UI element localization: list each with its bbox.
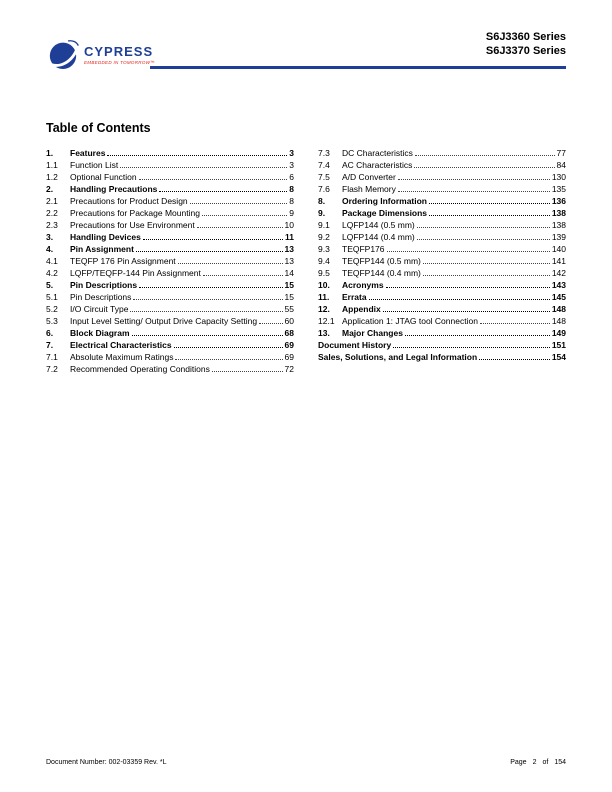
toc-entry[interactable]	[46, 171, 294, 183]
toc-entry[interactable]	[318, 327, 566, 339]
toc-entry-number: 2.3	[46, 220, 58, 230]
toc-leader-dots	[136, 251, 283, 252]
toc-entry-page: 138	[551, 220, 566, 230]
toc-entry-page: 72	[284, 364, 294, 374]
toc-entry-page: 142	[551, 268, 566, 278]
toc-entry-page: 148	[551, 304, 566, 314]
toc-entry-number: 12.	[318, 304, 330, 314]
toc-entry-label: AC Characteristics	[342, 160, 413, 170]
toc-entry-page: 8	[289, 196, 294, 206]
toc-leader-dots	[107, 155, 287, 156]
toc-entry-page: 149	[551, 328, 566, 338]
toc-entry-label: Function List	[70, 160, 119, 170]
toc-entry-label: Recommended Operating Conditions	[70, 364, 210, 374]
toc-entry[interactable]	[318, 291, 566, 303]
toc-entry-label: Features	[70, 148, 106, 158]
toc-entry-label: LQFP144 (0.5 mm)	[342, 220, 415, 230]
toc-entry-page: 84	[556, 160, 566, 170]
toc-leader-dots	[203, 275, 283, 276]
toc-entry-number: 1.1	[46, 160, 58, 170]
toc-entry-label: TEQFP 176 Pin Assignment	[70, 256, 176, 266]
toc-entry[interactable]	[318, 195, 566, 207]
toc-leader-dots	[429, 203, 550, 204]
page-label: Page	[510, 759, 527, 766]
total-pages-value: 154	[554, 759, 566, 766]
toc-leader-dots	[414, 167, 554, 168]
toc-entry-number: 12.1	[318, 316, 335, 326]
toc-entry-number: 2.	[46, 184, 54, 194]
toc-leader-dots	[202, 215, 287, 216]
toc-leader-dots	[130, 311, 282, 312]
toc-leader-dots	[175, 359, 282, 360]
toc-entry-label: TEQFP144 (0.4 mm)	[342, 268, 421, 278]
toc-leader-dots	[429, 215, 550, 216]
toc-entry[interactable]	[46, 195, 294, 207]
toc-entry-page: 151	[551, 340, 566, 350]
toc-entry-label: LQFP/TEQFP-144 Pin Assignment	[70, 268, 201, 278]
toc-entry-number: 4.2	[46, 268, 58, 278]
toc-entry-label: Pin Descriptions	[70, 280, 138, 290]
toc-leader-dots	[139, 287, 282, 288]
toc-entry-page: 138	[551, 208, 566, 218]
toc-leader-dots	[120, 167, 287, 168]
cypress-logo-text	[84, 45, 155, 65]
toc-leader-dots	[393, 347, 550, 348]
toc-entry-label: Pin Descriptions	[70, 292, 132, 302]
toc-entry[interactable]	[318, 351, 566, 363]
toc-entry-page: 139	[551, 232, 566, 242]
toc-entry-number: 4.	[46, 244, 54, 254]
toc-entry-label: Flash Memory	[342, 184, 396, 194]
toc-entry-page: 8	[289, 184, 294, 194]
toc-entry[interactable]	[318, 183, 566, 195]
toc-entry-number: 7.4	[318, 160, 330, 170]
toc-entry-label: DC Characteristics	[342, 148, 413, 158]
toc-entry-label: Handling Devices	[70, 232, 141, 242]
page-number-value: 2	[532, 759, 537, 766]
page-indicator	[510, 759, 566, 766]
toc-leader-dots	[398, 179, 550, 180]
toc-entry-number: 5.1	[46, 292, 58, 302]
page-title: Table of Contents	[46, 121, 151, 135]
toc-entry-label: Electrical Characteristics	[70, 340, 172, 350]
product-series-title	[486, 30, 566, 58]
page-header	[46, 28, 566, 80]
toc-entry-page: 77	[556, 148, 566, 158]
toc-leader-dots	[133, 299, 282, 300]
toc-entry-page: 145	[551, 292, 566, 302]
toc-leader-dots	[387, 251, 550, 252]
toc-entry[interactable]	[46, 183, 294, 195]
series-line-2: S6J3370 Series	[485, 45, 566, 57]
toc-entry-label: I/O Circuit Type	[70, 304, 129, 314]
toc-entry[interactable]	[46, 231, 294, 243]
toc-entry-page: 135	[551, 184, 566, 194]
toc-entry-number: 2.1	[46, 196, 58, 206]
series-line-1: S6J3360 Series	[485, 31, 566, 43]
toc-entry[interactable]	[46, 267, 294, 279]
toc-entry-page: 154	[551, 352, 566, 362]
toc-entry-number: 9.4	[318, 256, 330, 266]
toc-leader-dots	[212, 371, 283, 372]
toc-entry-number: 11.	[318, 292, 330, 302]
toc-entry[interactable]	[46, 339, 294, 351]
toc-entry-number: 9.	[318, 208, 326, 218]
toc-entry[interactable]	[318, 243, 566, 255]
toc-entry-number: 3.	[46, 232, 54, 242]
toc-entry-number: 9.2	[318, 232, 330, 242]
toc-entry-number: 10.	[318, 280, 330, 290]
toc-entry-number: 7.1	[46, 352, 58, 362]
toc-entry-number: 4.1	[46, 256, 58, 266]
toc-leader-dots	[415, 155, 555, 156]
cypress-logo	[46, 38, 155, 72]
cypress-logo-icon	[46, 38, 80, 72]
toc-entry[interactable]	[318, 255, 566, 267]
toc-entry-page: 148	[551, 316, 566, 326]
toc-entry-page: 68	[284, 328, 294, 338]
toc-entry[interactable]	[318, 267, 566, 279]
toc-entry-page: 14	[284, 268, 294, 278]
header-rule	[150, 66, 566, 69]
toc-leader-dots	[139, 179, 288, 180]
toc-entry-page: 13	[284, 256, 294, 266]
toc-leader-dots	[405, 335, 550, 336]
toc-entry-label: Precautions for Product Design	[70, 196, 188, 206]
toc-entry-page: 69	[284, 340, 294, 350]
toc-column-left	[46, 147, 294, 375]
toc-entry[interactable]	[46, 255, 294, 267]
toc-entry-label: Ordering Information	[342, 196, 427, 206]
cypress-logo-tagline: EMBEDDED IN TOMORROW™	[84, 60, 155, 65]
toc-leader-dots	[197, 227, 283, 228]
toc-entry-number: 7.6	[318, 184, 330, 194]
toc-entry-page: 130	[551, 172, 566, 182]
toc-entry-label: Appendix	[342, 304, 381, 314]
toc-entry-page: 10	[284, 220, 294, 230]
toc-entry[interactable]	[318, 207, 566, 219]
toc-entry[interactable]	[46, 279, 294, 291]
toc-entry-page: 3	[289, 160, 294, 170]
toc-entry[interactable]	[46, 159, 294, 171]
toc-column-right	[318, 147, 566, 375]
toc-entry-number: 7.3	[318, 148, 330, 158]
toc-entry-label: Acronyms	[342, 280, 384, 290]
toc-entry[interactable]	[318, 279, 566, 291]
toc-entry[interactable]	[46, 327, 294, 339]
toc-entry[interactable]	[46, 303, 294, 315]
toc-entry[interactable]	[46, 351, 294, 363]
toc-entry-number: 5.2	[46, 304, 58, 314]
toc-entry-number: 1.2	[46, 172, 58, 182]
toc-leader-dots	[417, 239, 550, 240]
toc-leader-dots	[480, 323, 550, 324]
toc-entry-page: 11	[285, 232, 294, 242]
toc-entry[interactable]	[46, 315, 294, 327]
toc-entry[interactable]	[318, 231, 566, 243]
toc-leader-dots	[159, 191, 287, 192]
toc-entry-number: 6.	[46, 328, 54, 338]
toc-entry[interactable]	[46, 147, 294, 159]
toc-entry[interactable]	[318, 315, 566, 327]
toc-entry-label: Optional Function	[70, 172, 137, 182]
toc-entry-label: Block Diagram	[70, 328, 130, 338]
toc-leader-dots	[132, 335, 283, 336]
toc-entry-page: 140	[551, 244, 566, 254]
toc-entry[interactable]	[318, 159, 566, 171]
toc-entry-number: 7.5	[318, 172, 330, 182]
toc-leader-dots	[386, 287, 550, 288]
toc-entry-number: 13.	[318, 328, 330, 338]
toc-leader-dots	[143, 239, 283, 240]
toc-entry[interactable]	[318, 219, 566, 231]
toc-entry-label: Absolute Maximum Ratings	[70, 352, 174, 362]
toc-leader-dots	[383, 311, 550, 312]
toc-entry-page: 3	[289, 148, 294, 158]
toc-leader-dots	[417, 227, 550, 228]
toc-entry-label: Precautions for Package Mounting	[70, 208, 200, 218]
toc-leader-dots	[369, 299, 550, 300]
toc-entry-number: 5.	[46, 280, 54, 290]
toc-entry-page: 55	[284, 304, 294, 314]
toc-entry-label: Document History	[318, 340, 392, 350]
toc-entry[interactable]	[318, 339, 566, 351]
page-footer	[46, 759, 566, 766]
toc-entry-number: 7.2	[46, 364, 58, 374]
toc-entry-label: Sales, Solutions, and Legal Information	[318, 352, 478, 362]
toc-entry[interactable]	[318, 171, 566, 183]
toc-leader-dots	[479, 359, 550, 360]
toc-entry-number: 9.1	[318, 220, 330, 230]
toc-entry-label: TEQFP176	[342, 244, 385, 254]
toc-leader-dots	[398, 191, 550, 192]
toc-entry-page: 6	[289, 172, 294, 182]
toc-leader-dots	[174, 347, 283, 348]
toc-entry-label: Pin Assignment	[70, 244, 134, 254]
toc-entry-number: 9.3	[318, 244, 330, 254]
toc-entry-label: Application 1: JTAG tool Connection	[342, 316, 478, 326]
toc-entry-number: 8.	[318, 196, 326, 206]
toc-entry[interactable]	[46, 207, 294, 219]
toc-entry-page: 15	[284, 280, 294, 290]
toc-leader-dots	[423, 263, 550, 264]
toc-entry-label: LQFP144 (0.4 mm)	[342, 232, 415, 242]
toc-entry-label: Package Dimensions	[342, 208, 428, 218]
toc-entry-label: A/D Converter	[342, 172, 396, 182]
toc-entry-number: 5.3	[46, 316, 58, 326]
toc-entry[interactable]	[46, 219, 294, 231]
toc-entry-page: 136	[551, 196, 566, 206]
toc-entry[interactable]	[318, 303, 566, 315]
toc-entry-number: 7.	[46, 340, 54, 350]
toc-leader-dots	[423, 275, 550, 276]
toc-entry-label: TEQFP144 (0.5 mm)	[342, 256, 421, 266]
toc-entry-page: 13	[284, 244, 294, 254]
toc-entry[interactable]	[46, 291, 294, 303]
toc-entry-number: 9.5	[318, 268, 330, 278]
toc-entry-label: Handling Precautions	[70, 184, 158, 194]
toc-entry-page: 141	[551, 256, 566, 266]
toc-leader-dots	[259, 323, 282, 324]
toc-entry-page: 69	[284, 352, 294, 362]
table-of-contents	[46, 147, 566, 375]
toc-entry-page: 143	[551, 280, 566, 290]
toc-entry-page: 15	[284, 292, 294, 302]
toc-entry[interactable]	[46, 363, 294, 375]
toc-entry-label: Precautions for Use Environment	[70, 220, 195, 230]
document-number: Document Number: 002-03359 Rev. *L	[46, 759, 167, 766]
toc-entry-label: Major Changes	[342, 328, 403, 338]
toc-leader-dots	[178, 263, 283, 264]
toc-entry-number: 1.	[46, 148, 54, 158]
toc-entry-page: 60	[284, 316, 294, 326]
toc-entry-label: Errata	[342, 292, 367, 302]
toc-entry-page: 9	[289, 208, 294, 218]
toc-entry[interactable]	[318, 147, 566, 159]
toc-entry-label: Input Level Setting/ Output Drive Capacity Setting	[70, 316, 258, 326]
cypress-logo-wordmark: CYPRESS	[84, 44, 154, 59]
toc-entry-number: 2.2	[46, 208, 58, 218]
toc-leader-dots	[190, 203, 288, 204]
of-label: of	[542, 759, 549, 766]
toc-entry[interactable]	[46, 243, 294, 255]
